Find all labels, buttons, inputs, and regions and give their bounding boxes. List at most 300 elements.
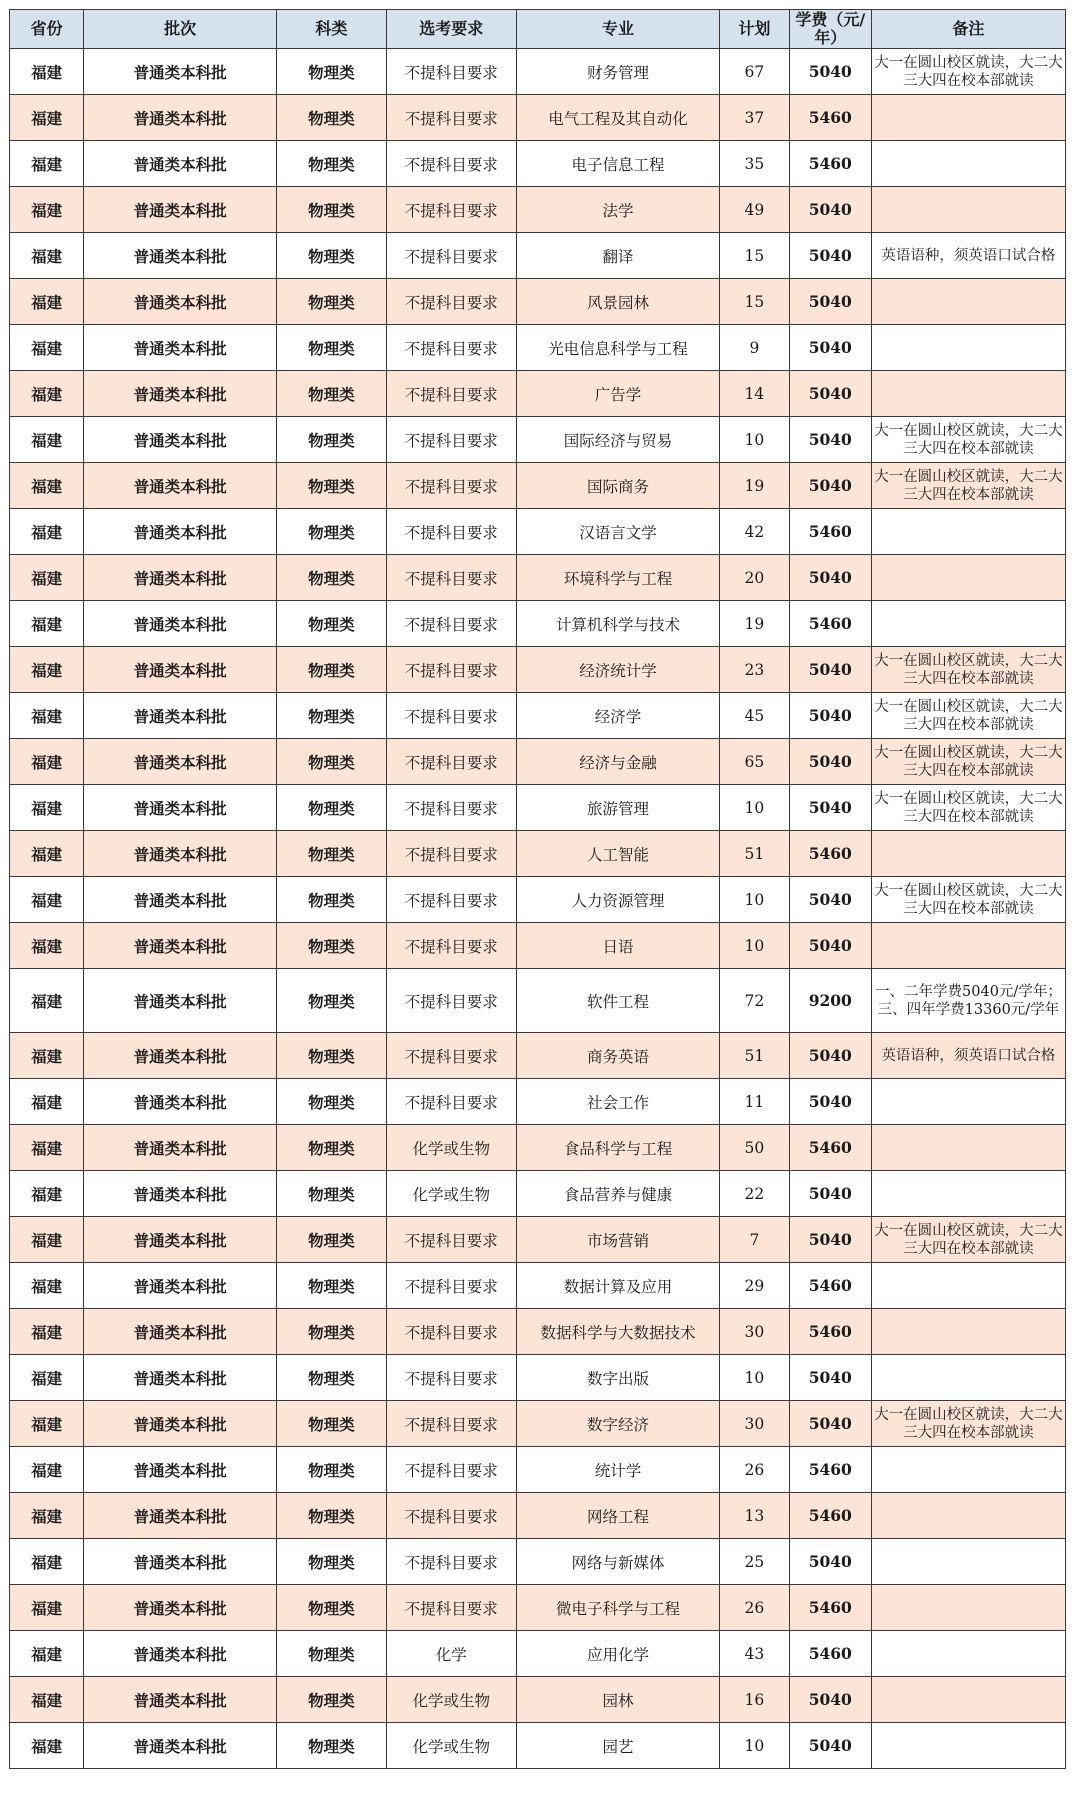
batch-cell: 普通类本科批 [84,279,277,325]
major-cell: 财务管理 [516,49,719,95]
major-cell: 社会工作 [516,1079,719,1125]
major-cell: 数字出版 [516,1355,719,1401]
remarks-cell: 大一在圆山校区就读，大二大三大四在校本部就读 [871,739,1065,785]
major-cell: 风景园林 [516,279,719,325]
remarks-cell [871,1355,1065,1401]
subject-requirement-cell: 不提科目要求 [386,647,516,693]
plan-cell: 10 [720,417,790,463]
plan-cell: 49 [720,187,790,233]
subject-requirement-cell: 不提科目要求 [386,1309,516,1355]
batch-cell: 普通类本科批 [84,371,277,417]
subject-requirement-cell: 不提科目要求 [386,1033,516,1079]
batch-cell: 普通类本科批 [84,693,277,739]
table-row [10,831,1066,877]
subject-requirement-cell: 不提科目要求 [386,831,516,877]
batch-cell: 普通类本科批 [84,969,277,1033]
table-row [10,601,1066,647]
table-row [10,1355,1066,1401]
major-cell: 国际商务 [516,463,719,509]
remarks-cell: 一、二年学费5040元/学年；三、四年学费13360元/学年 [871,969,1065,1033]
table-row [10,647,1066,693]
subject-requirement-cell: 不提科目要求 [386,371,516,417]
batch-cell: 普通类本科批 [84,1723,277,1769]
category-cell: 物理类 [277,1079,387,1125]
subject-requirement-cell: 不提科目要求 [386,141,516,187]
major-cell: 网络与新媒体 [516,1539,719,1585]
plan-cell: 22 [720,1171,790,1217]
remarks-cell: 大一在圆山校区就读，大二大三大四在校本部就读 [871,1217,1065,1263]
major-cell: 食品营养与健康 [516,1171,719,1217]
major-cell: 数据科学与大数据技术 [516,1309,719,1355]
subject-requirement-cell: 化学或生物 [386,1677,516,1723]
province-cell: 福建 [10,279,84,325]
batch-cell: 普通类本科批 [84,463,277,509]
plan-cell: 26 [720,1447,790,1493]
tuition-cell: 5460 [789,1125,871,1171]
major-cell: 园艺 [516,1723,719,1769]
table-row [10,739,1066,785]
tuition-cell: 5040 [789,371,871,417]
tuition-cell: 5040 [789,555,871,601]
category-cell: 物理类 [277,463,387,509]
remarks-cell [871,1493,1065,1539]
category-cell: 物理类 [277,923,387,969]
province-cell: 福建 [10,1723,84,1769]
major-cell: 电气工程及其自动化 [516,95,719,141]
subject-requirement-cell: 不提科目要求 [386,1217,516,1263]
category-cell: 物理类 [277,1171,387,1217]
category-cell: 物理类 [277,1309,387,1355]
tuition-cell: 5040 [789,1355,871,1401]
category-cell: 物理类 [277,279,387,325]
header-plan: 计划 [720,10,790,49]
major-cell: 国际经济与贸易 [516,417,719,463]
category-cell: 物理类 [277,49,387,95]
tuition-cell: 5040 [789,463,871,509]
province-cell: 福建 [10,463,84,509]
subject-requirement-cell: 化学或生物 [386,1171,516,1217]
remarks-cell [871,371,1065,417]
province-cell: 福建 [10,1677,84,1723]
table-row [10,1401,1066,1447]
major-cell: 数据计算及应用 [516,1263,719,1309]
table-row [10,463,1066,509]
admission-plan-table-wrapper [9,9,1066,1769]
province-cell: 福建 [10,923,84,969]
table-row [10,371,1066,417]
province-cell: 福建 [10,371,84,417]
subject-requirement-cell: 不提科目要求 [386,1355,516,1401]
tuition-cell: 5460 [789,1263,871,1309]
plan-cell: 10 [720,877,790,923]
plan-cell: 65 [720,739,790,785]
subject-requirement-cell: 不提科目要求 [386,95,516,141]
plan-cell: 10 [720,1723,790,1769]
tuition-cell: 5460 [789,95,871,141]
category-cell: 物理类 [277,1401,387,1447]
category-cell: 物理类 [277,325,387,371]
major-cell: 经济统计学 [516,647,719,693]
category-cell: 物理类 [277,1539,387,1585]
major-cell: 应用化学 [516,1631,719,1677]
province-cell: 福建 [10,877,84,923]
category-cell: 物理类 [277,647,387,693]
province-cell: 福建 [10,1125,84,1171]
province-cell: 福建 [10,1539,84,1585]
tuition-cell: 5460 [789,1309,871,1355]
subject-requirement-cell: 不提科目要求 [386,877,516,923]
province-cell: 福建 [10,187,84,233]
category-cell: 物理类 [277,1033,387,1079]
header-batch: 批次 [84,10,277,49]
province-cell: 福建 [10,1079,84,1125]
subject-requirement-cell: 不提科目要求 [386,1079,516,1125]
table-body [10,49,1066,1769]
plan-cell: 7 [720,1217,790,1263]
plan-cell: 45 [720,693,790,739]
major-cell: 统计学 [516,1447,719,1493]
subject-requirement-cell: 不提科目要求 [386,1447,516,1493]
table-row [10,141,1066,187]
major-cell: 食品科学与工程 [516,1125,719,1171]
province-cell: 福建 [10,785,84,831]
province-cell: 福建 [10,1309,84,1355]
batch-cell: 普通类本科批 [84,1125,277,1171]
category-cell: 物理类 [277,555,387,601]
province-cell: 福建 [10,95,84,141]
table-row [10,1263,1066,1309]
subject-requirement-cell: 不提科目要求 [386,325,516,371]
plan-cell: 10 [720,1355,790,1401]
major-cell: 微电子科学与工程 [516,1585,719,1631]
category-cell: 物理类 [277,509,387,555]
remarks-cell [871,279,1065,325]
province-cell: 福建 [10,233,84,279]
major-cell: 商务英语 [516,1033,719,1079]
batch-cell: 普通类本科批 [84,1631,277,1677]
batch-cell: 普通类本科批 [84,1585,277,1631]
category-cell: 物理类 [277,1125,387,1171]
plan-cell: 16 [720,1677,790,1723]
remarks-cell [871,1723,1065,1769]
batch-cell: 普通类本科批 [84,739,277,785]
category-cell: 物理类 [277,877,387,923]
table-row [10,1493,1066,1539]
subject-requirement-cell: 不提科目要求 [386,1585,516,1631]
table-row [10,1309,1066,1355]
province-cell: 福建 [10,1401,84,1447]
table-header [10,10,1066,49]
major-cell: 人工智能 [516,831,719,877]
batch-cell: 普通类本科批 [84,187,277,233]
plan-cell: 20 [720,555,790,601]
batch-cell: 普通类本科批 [84,647,277,693]
header-category: 科类 [277,10,387,49]
remarks-cell [871,1125,1065,1171]
table-row [10,1539,1066,1585]
plan-cell: 11 [720,1079,790,1125]
table-row [10,187,1066,233]
remarks-cell: 大一在圆山校区就读，大二大三大四在校本部就读 [871,785,1065,831]
major-cell: 日语 [516,923,719,969]
category-cell: 物理类 [277,417,387,463]
major-cell: 数字经济 [516,1401,719,1447]
batch-cell: 普通类本科批 [84,325,277,371]
major-cell: 广告学 [516,371,719,417]
category-cell: 物理类 [277,141,387,187]
province-cell: 福建 [10,1355,84,1401]
table-row [10,417,1066,463]
plan-cell: 35 [720,141,790,187]
batch-cell: 普通类本科批 [84,1447,277,1493]
table-row [10,1171,1066,1217]
category-cell: 物理类 [277,693,387,739]
category-cell: 物理类 [277,233,387,279]
subject-requirement-cell: 不提科目要求 [386,1493,516,1539]
table-row [10,1079,1066,1125]
major-cell: 市场营销 [516,1217,719,1263]
remarks-cell [871,1677,1065,1723]
tuition-cell: 5040 [789,49,871,95]
province-cell: 福建 [10,555,84,601]
header-subject-requirement: 选考要求 [386,10,516,49]
province-cell: 福建 [10,1217,84,1263]
batch-cell: 普通类本科批 [84,1263,277,1309]
table-row [10,1033,1066,1079]
tuition-cell: 5040 [789,647,871,693]
table-row [10,785,1066,831]
table-row [10,95,1066,141]
batch-cell: 普通类本科批 [84,1677,277,1723]
major-cell: 计算机科学与技术 [516,601,719,647]
remarks-cell [871,1539,1065,1585]
major-cell: 经济与金融 [516,739,719,785]
category-cell: 物理类 [277,1677,387,1723]
table-row [10,1631,1066,1677]
tuition-cell: 5040 [789,187,871,233]
table-row [10,509,1066,555]
plan-cell: 13 [720,1493,790,1539]
tuition-cell: 5040 [789,1539,871,1585]
table-row [10,1447,1066,1493]
remarks-cell [871,1171,1065,1217]
plan-cell: 51 [720,831,790,877]
province-cell: 福建 [10,1033,84,1079]
tuition-cell: 5040 [789,739,871,785]
plan-cell: 10 [720,785,790,831]
province-cell: 福建 [10,969,84,1033]
category-cell: 物理类 [277,371,387,417]
category-cell: 物理类 [277,1493,387,1539]
tuition-cell: 5040 [789,877,871,923]
table-row [10,1217,1066,1263]
table-row [10,693,1066,739]
plan-cell: 26 [720,1585,790,1631]
province-cell: 福建 [10,1171,84,1217]
subject-requirement-cell: 不提科目要求 [386,233,516,279]
header-remarks: 备注 [871,10,1065,49]
major-cell: 翻译 [516,233,719,279]
table-row [10,1677,1066,1723]
table-row [10,233,1066,279]
remarks-cell [871,325,1065,371]
batch-cell: 普通类本科批 [84,1033,277,1079]
subject-requirement-cell: 不提科目要求 [386,1263,516,1309]
batch-cell: 普通类本科批 [84,49,277,95]
category-cell: 物理类 [277,1723,387,1769]
province-cell: 福建 [10,1585,84,1631]
header-row [10,10,1066,49]
subject-requirement-cell: 不提科目要求 [386,923,516,969]
plan-cell: 9 [720,325,790,371]
batch-cell: 普通类本科批 [84,601,277,647]
batch-cell: 普通类本科批 [84,1171,277,1217]
major-cell: 经济学 [516,693,719,739]
table-row [10,1585,1066,1631]
category-cell: 物理类 [277,969,387,1033]
remarks-cell [871,95,1065,141]
header-tuition: 学费（元/年） [789,10,871,49]
remarks-cell [871,1079,1065,1125]
category-cell: 物理类 [277,739,387,785]
plan-cell: 25 [720,1539,790,1585]
plan-cell: 15 [720,279,790,325]
remarks-cell: 英语语种，须英语口试合格 [871,233,1065,279]
plan-cell: 30 [720,1309,790,1355]
subject-requirement-cell: 不提科目要求 [386,49,516,95]
province-cell: 福建 [10,1263,84,1309]
remarks-cell [871,187,1065,233]
batch-cell: 普通类本科批 [84,1539,277,1585]
header-province: 省份 [10,10,84,49]
remarks-cell [871,1263,1065,1309]
tuition-cell: 5460 [789,1447,871,1493]
admission-plan-table [9,9,1066,1769]
table-row [10,555,1066,601]
province-cell: 福建 [10,1631,84,1677]
table-row [10,877,1066,923]
batch-cell: 普通类本科批 [84,509,277,555]
subject-requirement-cell: 不提科目要求 [386,279,516,325]
major-cell: 网络工程 [516,1493,719,1539]
tuition-cell: 5040 [789,693,871,739]
plan-cell: 51 [720,1033,790,1079]
major-cell: 电子信息工程 [516,141,719,187]
remarks-cell [871,601,1065,647]
table-row [10,49,1066,95]
batch-cell: 普通类本科批 [84,417,277,463]
batch-cell: 普通类本科批 [84,877,277,923]
province-cell: 福建 [10,739,84,785]
batch-cell: 普通类本科批 [84,923,277,969]
subject-requirement-cell: 化学 [386,1631,516,1677]
subject-requirement-cell: 不提科目要求 [386,1539,516,1585]
batch-cell: 普通类本科批 [84,785,277,831]
tuition-cell: 9200 [789,969,871,1033]
subject-requirement-cell: 不提科目要求 [386,1401,516,1447]
tuition-cell: 5040 [789,233,871,279]
remarks-cell [871,831,1065,877]
remarks-cell [871,1631,1065,1677]
category-cell: 物理类 [277,1631,387,1677]
subject-requirement-cell: 不提科目要求 [386,785,516,831]
tuition-cell: 5460 [789,1493,871,1539]
major-cell: 汉语言文学 [516,509,719,555]
subject-requirement-cell: 不提科目要求 [386,555,516,601]
category-cell: 物理类 [277,187,387,233]
batch-cell: 普通类本科批 [84,1309,277,1355]
subject-requirement-cell: 不提科目要求 [386,417,516,463]
plan-cell: 42 [720,509,790,555]
subject-requirement-cell: 不提科目要求 [386,463,516,509]
batch-cell: 普通类本科批 [84,141,277,187]
plan-cell: 43 [720,1631,790,1677]
tuition-cell: 5460 [789,601,871,647]
batch-cell: 普通类本科批 [84,831,277,877]
major-cell: 园林 [516,1677,719,1723]
remarks-cell: 大一在圆山校区就读，大二大三大四在校本部就读 [871,693,1065,739]
province-cell: 福建 [10,1493,84,1539]
plan-cell: 37 [720,95,790,141]
province-cell: 福建 [10,647,84,693]
plan-cell: 14 [720,371,790,417]
table-row [10,325,1066,371]
batch-cell: 普通类本科批 [84,1217,277,1263]
major-cell: 环境科学与工程 [516,555,719,601]
major-cell: 光电信息科学与工程 [516,325,719,371]
category-cell: 物理类 [277,601,387,647]
subject-requirement-cell: 不提科目要求 [386,693,516,739]
batch-cell: 普通类本科批 [84,555,277,601]
tuition-cell: 5040 [789,1677,871,1723]
subject-requirement-cell: 不提科目要求 [386,509,516,555]
plan-cell: 29 [720,1263,790,1309]
tuition-cell: 5460 [789,141,871,187]
tuition-cell: 5040 [789,785,871,831]
tuition-cell: 5040 [789,279,871,325]
plan-cell: 72 [720,969,790,1033]
table-row [10,279,1066,325]
tuition-cell: 5040 [789,1723,871,1769]
remarks-cell: 英语语种，须英语口试合格 [871,1033,1065,1079]
tuition-cell: 5460 [789,831,871,877]
remarks-cell [871,923,1065,969]
province-cell: 福建 [10,49,84,95]
category-cell: 物理类 [277,831,387,877]
tuition-cell: 5460 [789,1585,871,1631]
remarks-cell: 大一在圆山校区就读，大二大三大四在校本部就读 [871,1401,1065,1447]
province-cell: 福建 [10,325,84,371]
plan-cell: 50 [720,1125,790,1171]
subject-requirement-cell: 不提科目要求 [386,969,516,1033]
plan-cell: 67 [720,49,790,95]
batch-cell: 普通类本科批 [84,1401,277,1447]
tuition-cell: 5040 [789,417,871,463]
batch-cell: 普通类本科批 [84,233,277,279]
tuition-cell: 5460 [789,509,871,555]
remarks-cell: 大一在圆山校区就读，大二大三大四在校本部就读 [871,49,1065,95]
batch-cell: 普通类本科批 [84,95,277,141]
remarks-cell [871,555,1065,601]
remarks-cell: 大一在圆山校区就读，大二大三大四在校本部就读 [871,463,1065,509]
tuition-cell: 5040 [789,1401,871,1447]
subject-requirement-cell: 不提科目要求 [386,601,516,647]
province-cell: 福建 [10,831,84,877]
remarks-cell [871,1447,1065,1493]
remarks-cell: 大一在圆山校区就读，大二大三大四在校本部就读 [871,877,1065,923]
category-cell: 物理类 [277,1263,387,1309]
tuition-cell: 5040 [789,1171,871,1217]
